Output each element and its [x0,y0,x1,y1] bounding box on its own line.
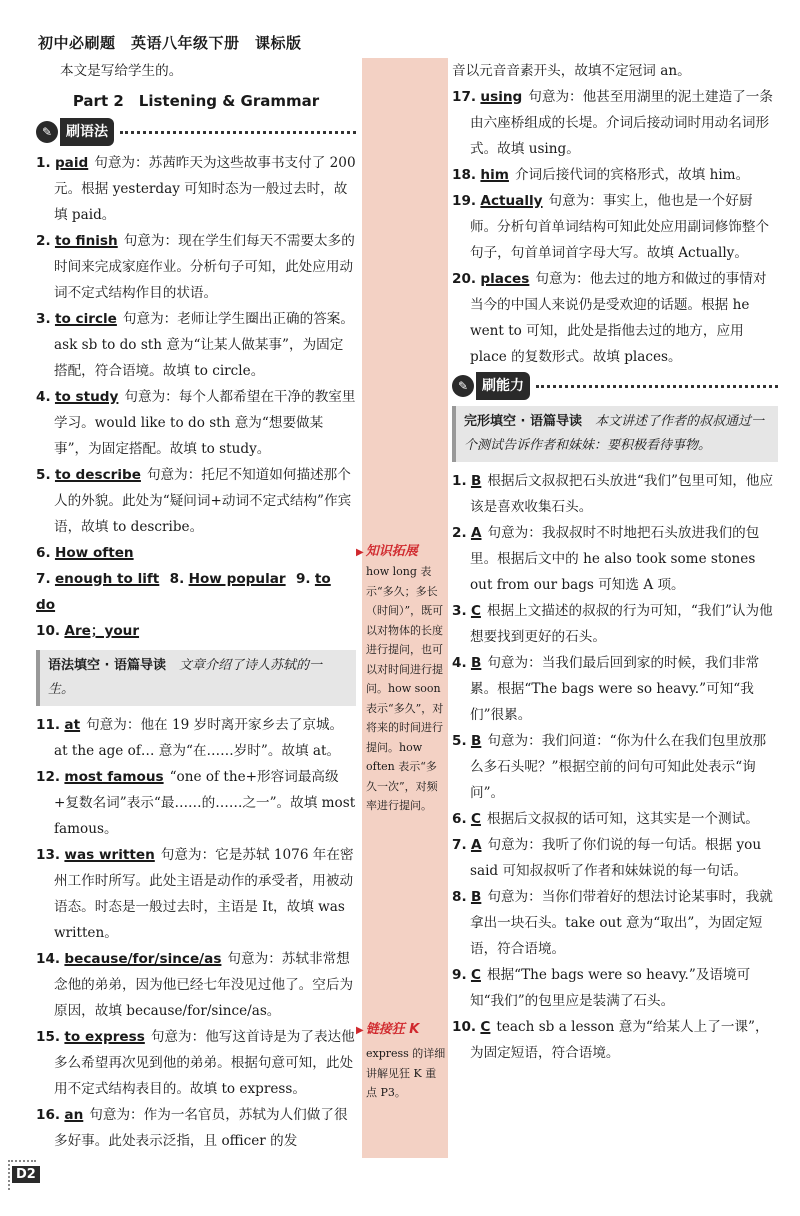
answer-item: 13. was written 句意为：它是苏轼 1076 年在密州工作时所写。此处主语是动作的承受者，用被动语态。时态是一般过去时，主语是 It，故填 was written。 [36,847,354,941]
answer-item: 7. A 句意为：我听了你们说的每一句话。根据 you said 可知叔叔听了作者和妹妹说的每一句话。 [452,837,762,879]
answer-line-7-9: 7. enough to lift 8. How popular 9. to do [36,571,331,613]
answer-item: 10. C teach sb a lesson 意为“给某人上了一课”，为固定短语，符合语境。 [452,1019,769,1061]
answer-item: 14. because/for/since/as 句意为：苏轼非常想念他的弟弟，因为他已经七年没见过他了。空后为原因，故填 because/for/since/as。 [36,951,354,1019]
answer-item: 2. to finish 句意为：现在学生们每天不需要太多的时间来完成家庭作业。分析句子可知，此处应用动词不定式结构作目的状语。 [36,233,355,301]
right-column [452,58,778,1066]
answer-line-6: 6. How often [36,545,134,561]
answer-item: 1. paid 句意为：苏茜昨天为这些故事书支付了 200 元。根据 yesterday 可知时态为一般过去时，故填 paid。 [36,155,356,223]
answer-item: 17. using 句意为：他甚至用湖里的泥土建造了一条由六座桥组成的长堤。介词后接动词时用动名词形式。故填 using。 [452,89,773,157]
answer-item: 11. at 句意为：他在 19 岁时离开家乡去了京城。at the age of… 意为“在……岁时”。故填 at。 [36,717,344,759]
sidebar-title-knowledge: ▶ 知识拓展 [356,544,418,559]
section-title: 刷能力 [476,372,530,400]
page-number: D2 [12,1166,40,1183]
answer-item: 1. B 根据后文叔叔把石头放进“我们”包里可知，他应该是喜欢收集石头。 [452,473,774,515]
answer-item: 20. places 句意为：他去过的地方和做过的事情对当今的中国人来说仍是受欢迎的话题。根据 he went to 可知，此处是指他去过的地方，应用 place 的复数形式。故填 places。 [452,271,767,365]
reading-guide-cloze: 完形填空 · 语篇导读 本文讲述了作者的叔叔通过一个测试告诉作者和妹妹：要积极看待事物。 [452,406,778,462]
answer-item: 19. Actually 句意为：事实上，他也是一个好厨师。分析句首单词结构可知此处应用副词修饰整个句子，句首单词首字母大写。故填 Actually。 [452,193,770,261]
section-title: 刷语法 [60,118,114,146]
intro-text: 本文是写给学生的。 [60,63,183,79]
sidebar-note-knowledge: how long 表示“多久；多长（时间）”，既可以对物体的长度进行提问，也可以对时间进行提问。how soon 表示“多久”，对将来的时间进行提问。how often 表示“多久一次”，对频率进行提问。 [366,565,444,812]
answer-item: 12. most famous “one of the+形容词最高级+复数名词”表示“最……的……之一”。故填 most famous。 [36,769,356,837]
answer-item: 2. A 句意为：我叔叔时不时地把石头放进我们的包里。根据后文中的 he also took some stones out from our bags 可知选 A 项。 [452,525,760,593]
pen-icon: ✎ [36,121,58,143]
answer-line-10: 10. Are；your [36,623,140,639]
left-column [36,58,356,1154]
dotted-rule [536,385,778,388]
answer-item: 6. C 根据后文叔叔的话可知，这其实是一个测试。 [452,811,759,827]
answer-item: 16. an 句意为：作为一名官员，苏轼为人们做了很多好事。此处表示泛指，且 officer 的发 [36,1107,348,1149]
reading-guide-grammar: 语法填空 · 语篇导读 文章介绍了诗人苏轼的一生。 [36,650,356,706]
sidebar-note-link: express 的详细讲解见狂 K 重点 P3。 [366,1047,446,1099]
answer-item: 4. to study 句意为：每个人都希望在干净的教室里学习。would like to do sth 意为“想要做某事”，为固定搭配。故填 to study。 [36,389,356,457]
section-header-ability [452,372,778,400]
answer-item: 3. C 根据上文描述的叔叔的行为可知，“我们”认为他想要找到更好的石头。 [452,603,773,645]
answer-item: 15. to express 句意为：他写这首诗是为了表达他多么希望再次见到他的弟弟。根据句意可知，此处用不定式结构表目的。故填 to express。 [36,1029,355,1097]
answer-item: 9. C 根据“The bags were so heavy.”及语境可知“我们”的包里应是装满了石头。 [452,967,751,1009]
dotted-rule [120,131,356,134]
part-heading: Part 2 Listening & Grammar [72,92,320,110]
sidebar-title-link: ▶ 链接狂 K [356,1022,420,1037]
answer-item: 5. to describe 句意为：托尼不知道如何描述那个人的外貌。此处为“疑问词+动词不定式结构”作宾语，故填 to describe。 [36,467,352,535]
page-header: 初中必刷题 英语八年级下册 课标版 [38,34,302,52]
answer-item: 18. him 介词后接代词的宾格形式，故填 him。 [452,167,750,183]
answer-item: 4. B 句意为：当我们最后回到家的时候，我们非常累。根据“The bags were so heavy.”可知“我们”很累。 [452,655,760,723]
answer-item: 5. B 句意为：我们问道：“你为什么在我们包里放那么多石头呢？”根据空前的问句可知此处表示“询问”。 [452,733,767,801]
pen-icon: ✎ [452,375,474,397]
section-header-grammar [36,118,356,146]
answer-item: 3. to circle 句意为：老师让学生圈出正确的答案。ask sb to do sth 意为“让某人做某事”，为固定搭配，符合语境。故填 to circle。 [36,311,354,379]
answer-item: 8. B 句意为：当你们带着好的想法讨论某事时，我就拿出一块石头。take out 意为“取出”，为固定短语，符合语境。 [452,889,773,957]
continued-text: 音以元音音素开头，故填不定冠词 an。 [452,63,691,79]
